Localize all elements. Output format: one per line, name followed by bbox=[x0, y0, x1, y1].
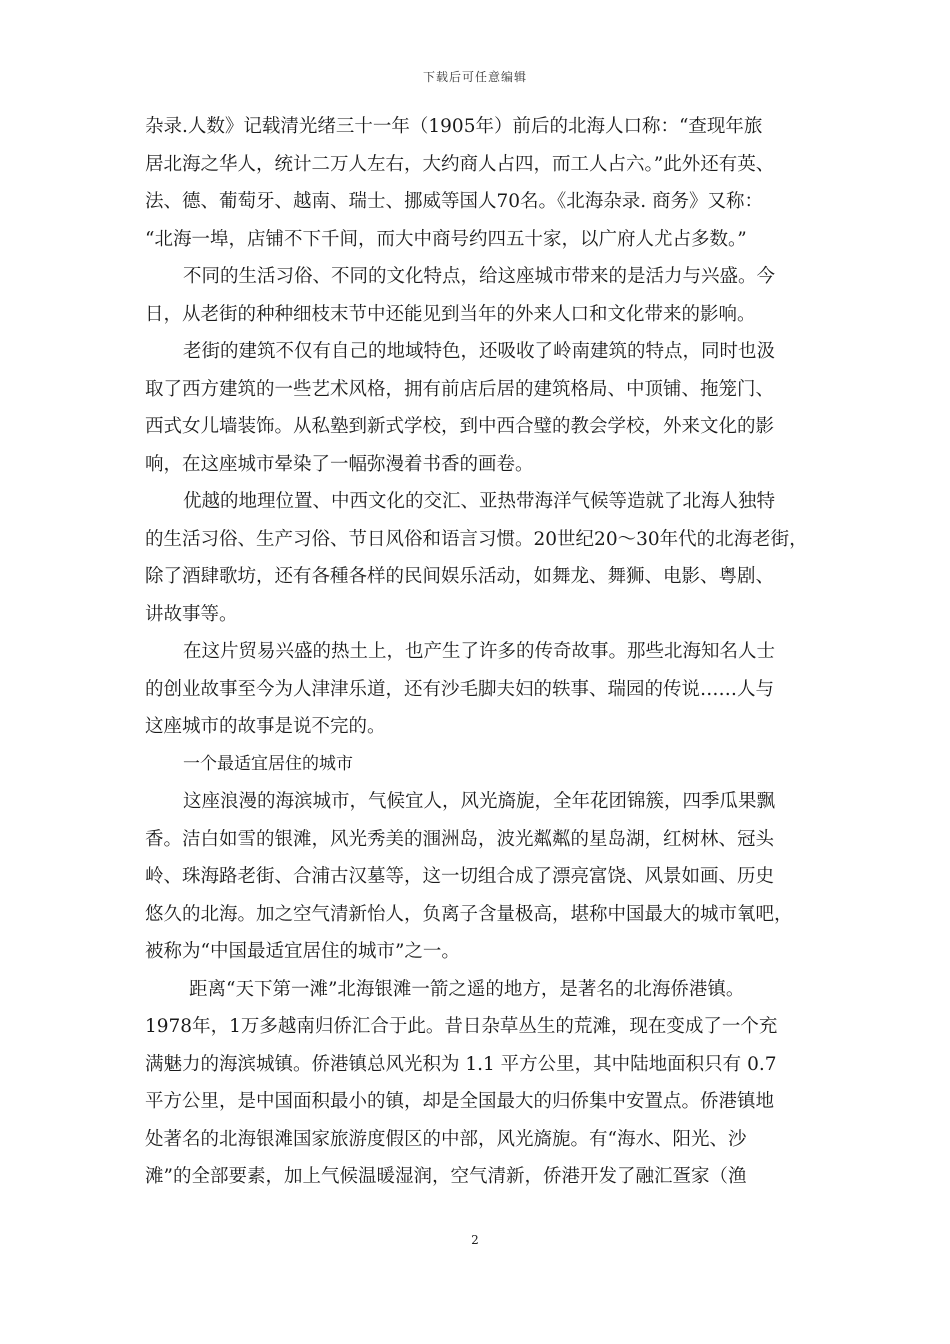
text-line: 日，从老街的种种细枝末节中还能见到当年的外来人口和文化带来的影响。 bbox=[145, 303, 756, 325]
text-line: 居北海之华人，统计二万人左右，大约商人占四，而工人占六。”此外还有英、 bbox=[145, 153, 775, 175]
text-line: 被称为“中国最适宜居住的城市”之一。 bbox=[145, 941, 460, 962]
text-line: 的创业故事至今为人津津乐道，还有沙毛脚夫妇的轶事、瑞园的传说……人与 bbox=[145, 678, 775, 700]
text-line: 悠久的北海。加之空气清新怡人，负离子含量极高，堪称中国最大的城市氧吧， bbox=[145, 903, 793, 925]
text-line: 1978年，1万多越南归侨汇合于此。昔日杂草丛生的荒滩，现在变成了一个充 bbox=[145, 1016, 778, 1037]
paragraph-first-line: 优越的地理位置、中西文化的交汇、亚热带海洋气候等造就了北海人独特 bbox=[183, 491, 776, 512]
text-line: 取了西方建筑的一些艺术风格，拥有前店后居的建筑格局、中顶铺、拖笼门、 bbox=[145, 378, 775, 400]
page-header: 下载后可任意编辑 bbox=[422, 70, 527, 84]
text-line: 西式女儿墙装饰。从私塾到新式学校，到中西合璧的教会学校，外来文化的影 bbox=[145, 416, 775, 437]
text-line: 岭、珠海路老街、合浦古汉墓等，这一切组合成了漂亮富饶、风景如画、历史 bbox=[145, 866, 775, 887]
text-line: 处著名的北海银滩国家旅游度假区的中部，风光旖旎。有“海水、阳光、沙 bbox=[145, 1128, 747, 1150]
text-line: 除了酒肆歌坊，还有各種各样的民间娱乐活动，如舞龙、舞狮、电影、粤剧、 bbox=[145, 566, 775, 587]
paragraph-first-line: 老街的建筑不仅有自己的地域特色，还吸收了岭南建筑的特点，同时也汲 bbox=[183, 341, 776, 362]
text-line: “北海一埠，店铺不下千间，而大中商号约四五十家，以广府人尤占多数。” bbox=[145, 228, 747, 250]
text-line: 这座城市的故事是说不完的。 bbox=[145, 716, 386, 737]
paragraph-first-line: 在这片贸易兴盛的热土上，也产生了许多的传奇故事。那些北海知名人士 bbox=[183, 641, 776, 662]
paragraph-first-line: 这座浪漫的海滨城市，气候宜人，风光旖旎，全年花团锦簇，四季瓜果飘 bbox=[183, 791, 776, 812]
section-heading: 一个最适宜居住的城市 bbox=[183, 753, 353, 774]
text-line: 平方公里，是中国面积最小的镇，却是全国最大的归侨集中安置点。侨港镇地 bbox=[145, 1091, 775, 1112]
page-number: 2 bbox=[471, 1233, 479, 1247]
text-line: 响，在这座城市晕染了一幅弥漫着书香的画卷。 bbox=[145, 453, 534, 475]
text-line: 滩”的全部要素，加上气候温暖湿润，空气清新，侨港开发了融汇疍家（渔 bbox=[145, 1166, 747, 1187]
text-line: 法、德、葡萄牙、越南、瑞士、挪威等国人70名。《北海杂录. 商务》又称： bbox=[145, 191, 764, 212]
text-line: 杂录.人数》记载清光绪三十一年（1905年）前后的北海人口称：“查现年旅 bbox=[145, 116, 763, 137]
document-body bbox=[145, 108, 809, 1196]
text-line: 香。洁白如雪的银滩，风光秀美的涠洲岛，波光粼粼的星岛湖，红树林、冠头 bbox=[145, 828, 775, 850]
paragraph-first-line: 距离“天下第一滩”北海银滩一箭之遥的地方，是著名的北海侨港镇。 bbox=[189, 978, 745, 1000]
text-line: 的生活习俗、生产习俗、节日风俗和语言习惯。20世纪20～30年代的北海老街， bbox=[145, 528, 808, 550]
text-line: 讲故事等。 bbox=[145, 603, 238, 625]
paragraph-first-line: 不同的生活习俗、不同的文化特点，给这座城市带来的是活力与兴盛。今 bbox=[183, 266, 776, 287]
text-line: 满魅力的海滨城镇。侨港镇总风光积为 1.1 平方公里，其中陆地面积只有 0.7 bbox=[145, 1053, 777, 1075]
